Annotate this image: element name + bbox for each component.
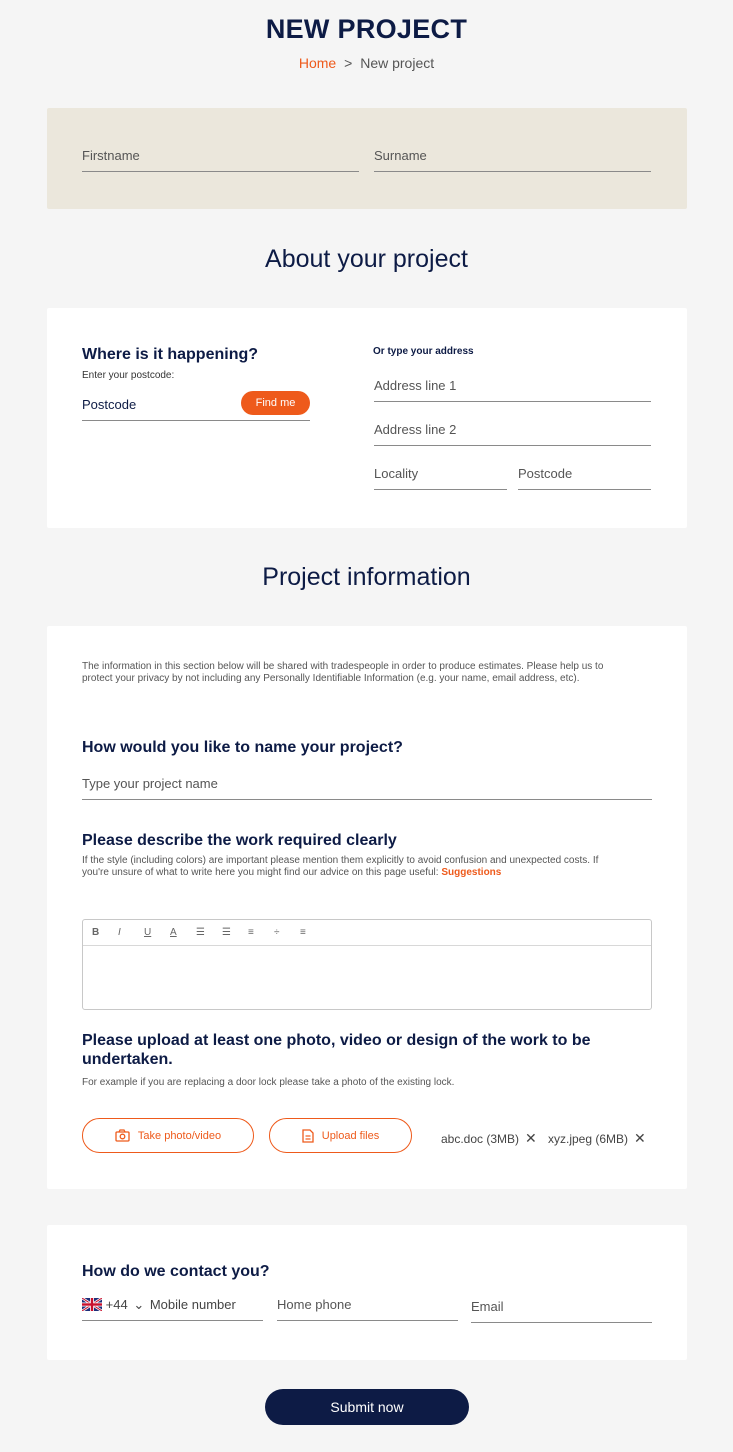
editor-toolbar [83, 920, 651, 946]
submit-button[interactable]: Submit now [265, 1389, 469, 1425]
privacy-note: The information in this section below will be shared with tradespeople in order to produce estimates. Please help us to protect your privacy by not including any Personally Identifiable Information (e.g. your name, email address, etc). [82, 661, 604, 684]
surname-placeholder: Surname [374, 148, 427, 163]
upload-files-label: Upload files [321, 1129, 380, 1142]
numbered-list-icon[interactable]: ☰ [222, 927, 231, 938]
remove-file-icon[interactable]: ✕ [525, 1130, 537, 1146]
name-card [47, 108, 687, 209]
contact-title: How do we contact you? [82, 1263, 270, 1280]
file-name: xyz.jpeg (6MB) [548, 1132, 629, 1146]
suggestions-link[interactable]: Suggestions [441, 867, 502, 878]
address-card [47, 308, 687, 528]
firstname-field[interactable] [82, 144, 359, 172]
address-postcode-field[interactable] [518, 462, 651, 490]
email-field[interactable] [471, 1295, 652, 1323]
description-editor[interactable] [82, 919, 652, 1010]
surname-field[interactable] [374, 144, 651, 172]
italic-icon[interactable]: I [118, 927, 121, 938]
contact-card [47, 1225, 687, 1360]
describe-note [82, 855, 602, 879]
text-color-icon[interactable]: A [170, 927, 177, 938]
editor-text-area[interactable] [83, 946, 651, 1009]
postcode-label: Postcode [82, 397, 137, 412]
upload-title: Please upload at least one photo, video or design of the work to be undertaken. [82, 1032, 591, 1068]
locality-placeholder: Locality [374, 466, 419, 481]
upload-files-button[interactable] [269, 1118, 412, 1153]
describe-title: Please describe the work required clearly [82, 832, 397, 849]
where-title: Where is it happening? [82, 346, 259, 363]
breadcrumb-current: New project [360, 55, 435, 71]
underline-icon[interactable]: U [144, 927, 152, 938]
align-left-icon[interactable]: ≡ [248, 927, 254, 938]
uk-flag-icon [82, 1298, 102, 1311]
or-type-address-label: Or type your address [373, 346, 474, 357]
file-chip [441, 1130, 537, 1147]
align-right-icon[interactable]: ≡ [300, 927, 306, 938]
breadcrumb-separator: > [344, 55, 353, 71]
address-line1-placeholder: Address line 1 [374, 378, 457, 393]
firstname-placeholder: Firstname [82, 148, 140, 163]
upload-note: For example if you are replacing a door lock please take a photo of the existing lock. [82, 1077, 455, 1088]
home-phone-field[interactable] [277, 1293, 458, 1321]
locality-field[interactable] [374, 462, 507, 490]
address-postcode-placeholder: Postcode [518, 466, 573, 481]
remove-file-icon[interactable]: ✕ [634, 1130, 646, 1146]
email-placeholder: Email [471, 1299, 504, 1314]
bullet-list-icon[interactable]: ☰ [196, 927, 205, 938]
project-name-placeholder: Type your project name [82, 776, 218, 791]
camera-icon [115, 1129, 130, 1142]
home-phone-placeholder: Home phone [277, 1297, 352, 1312]
find-me-button[interactable]: Find me [241, 391, 310, 415]
mobile-field[interactable] [82, 1293, 263, 1321]
file-name: abc.doc (3MB) [441, 1132, 520, 1146]
project-info-heading: Project information [262, 563, 471, 591]
address-line1-field[interactable] [374, 374, 651, 402]
about-heading: About your project [265, 245, 468, 273]
address-line2-field[interactable] [374, 418, 651, 446]
breadcrumb-home-link[interactable]: Home [298, 55, 337, 71]
project-info-card [47, 626, 687, 1189]
align-center-icon[interactable]: ÷ [274, 927, 280, 938]
document-icon [302, 1129, 314, 1143]
describe-note-text: If the style (including colors) are important please mention them explicitly to avoid confusion and unexpected costs. If you're unsure of what to write here you might find our advice on this page useful: [82, 855, 599, 878]
take-photo-label: Take photo/video [137, 1129, 222, 1142]
bold-icon[interactable]: B [92, 927, 100, 938]
address-line2-placeholder: Address line 2 [374, 422, 457, 437]
project-name-question: How would you like to name your project? [82, 739, 403, 756]
take-photo-button[interactable] [82, 1118, 254, 1153]
chevron-down-icon[interactable]: ⌄ [133, 1297, 145, 1312]
mobile-placeholder: Mobile number [149, 1297, 236, 1312]
postcode-hint: Enter your postcode: [82, 370, 175, 381]
country-code-select[interactable]: +44 [105, 1297, 128, 1312]
project-name-field[interactable] [82, 772, 652, 800]
page-title: NEW PROJECT [265, 14, 468, 44]
breadcrumb [0, 55, 733, 71]
file-chip [548, 1130, 646, 1147]
